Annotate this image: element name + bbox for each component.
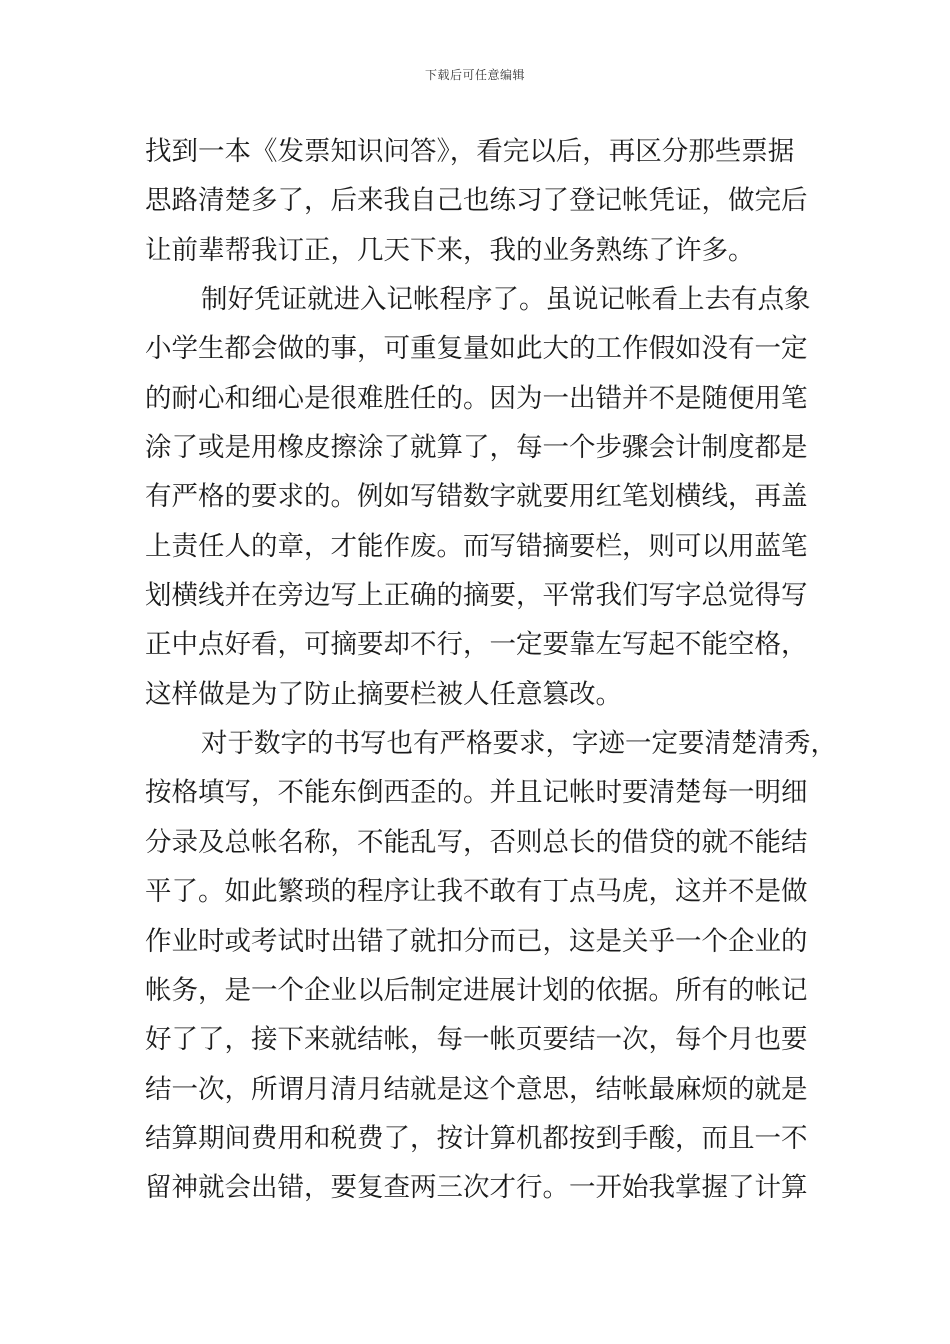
text-line: 结一次，所谓月清月结就是这个意思，结帐最麻烦的就是 bbox=[145, 1073, 808, 1105]
text-line: 平了。如此繁琐的程序让我不敢有丁点马虎，这并不是做 bbox=[145, 876, 808, 908]
text-line: 划横线并在旁边写上正确的摘要，平常我们写字总觉得写 bbox=[145, 580, 808, 612]
text-line: 的耐心和细心是很难胜任的。因为一出错并不是随便用笔 bbox=[145, 382, 808, 414]
text-line: 上责任人的章，才能作废。而写错摘要栏，则可以用蓝笔 bbox=[145, 530, 808, 562]
text-line: 作业时或考试时出错了就扣分而已，这是关乎一个企业的 bbox=[145, 925, 808, 957]
text-line: 按格填写，不能东倒西歪的。并且记帐时要清楚每一明细 bbox=[145, 777, 808, 809]
text-line: 留神就会出错，要复查两三次才行。一开始我掌握了计算 bbox=[145, 1172, 808, 1204]
text-line: 结算期间费用和税费了，按计算机都按到手酸，而且一不 bbox=[145, 1122, 808, 1154]
text-line: 分录及总帐名称，不能乱写，否则总长的借贷的就不能结 bbox=[145, 826, 808, 858]
text-line: 对于数字的书写也有严格要求，字迹一定要清楚清秀， bbox=[201, 728, 837, 760]
paragraph bbox=[145, 719, 837, 1212]
text-line: 找到一本《发票知识问答》，看完以后，再区分那些票据 bbox=[145, 136, 795, 167]
text-line: 制好凭证就进入记帐程序了。虽说记帐看上去有点象 bbox=[201, 284, 811, 316]
text-line: 这样做是为了防止摘要栏被人任意篡改。 bbox=[145, 678, 622, 710]
paragraph bbox=[145, 127, 810, 275]
text-line: 正中点好看，可摘要却不行，一定要靠左写起不能空格， bbox=[145, 629, 808, 661]
page-header: 下载后可任意编辑 bbox=[424, 68, 525, 82]
text-line: 好了了，接下来就结帐，每一帐页要结一次，每个月也要 bbox=[145, 1024, 808, 1056]
document-body bbox=[145, 127, 837, 1213]
paragraph bbox=[145, 275, 810, 719]
text-line: 让前辈帮我订正，几天下来，我的业务熟练了许多。 bbox=[145, 234, 755, 266]
text-line: 有严格的要求的。例如写错数字就要用红笔划横线，再盖 bbox=[145, 481, 808, 513]
text-line: 思路清楚多了，后来我自己也练习了登记帐凭证，做完后 bbox=[145, 185, 808, 217]
text-line: 帐务，是一个企业以后制定进展计划的依据。所有的帐记 bbox=[145, 974, 808, 1006]
text-line: 涂了或是用橡皮擦涂了就算了，每一个步骤会计制度都是 bbox=[145, 432, 808, 464]
text-line: 小学生都会做的事，可重复量如此大的工作假如没有一定 bbox=[145, 333, 808, 365]
